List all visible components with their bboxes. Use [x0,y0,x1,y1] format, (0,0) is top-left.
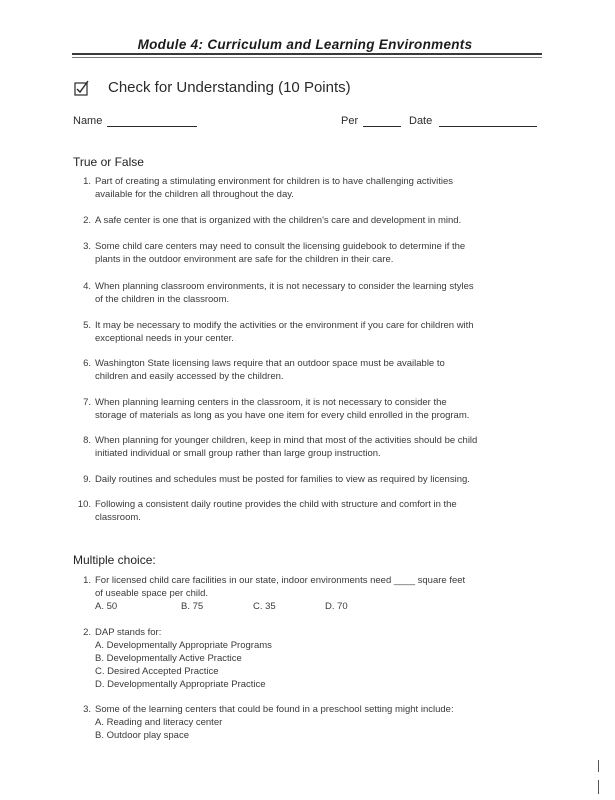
question-number: 1. [83,575,91,586]
scan-artifact [598,780,599,794]
item-number: 1. [83,176,91,187]
item-number: 10. [77,499,91,510]
item-text: storage of materials as long as you have one item for every child enrolled in the program. [95,410,470,421]
checkbox-check-icon [74,80,90,96]
item-number: 6. [83,358,91,369]
item-text: initiated individual or small group rather than large group instruction. [95,448,381,459]
item-number: 4. [83,281,91,292]
answer-option: B. Developmentally Active Practice [95,653,242,664]
multiple-choice-heading: Multiple choice: [73,553,156,567]
item-number: 5. [83,320,91,331]
date-label: Date [409,115,433,127]
header-rule [72,53,542,55]
check-for-understanding [74,79,351,96]
item-text: When planning classroom environments, it is not necessary to consider the learning styles [95,281,474,292]
item-text: When planning learning centers in the classroom, it is not necessary to consider the [95,397,447,408]
page-header [70,36,540,54]
scan-artifact [598,760,599,772]
answer-option: C. 35 [253,601,276,612]
true-false-heading: True or False [73,155,144,169]
item-text: of the children in the classroom. [95,294,230,305]
check-title: Check for Understanding (10 Points) [108,79,351,96]
answer-option: C. Desired Accepted Practice [95,666,219,677]
item-text: available for the children all throughout the day. [95,189,294,200]
per-field[interactable] [363,126,401,127]
question-text: DAP stands for: [95,627,162,638]
module-title: Module 4: Curriculum and Learning Environments [137,37,473,52]
item-text: Daily routines and schedules must be posted for families to view as required by licensing. [95,474,470,485]
item-text: Part of creating a stimulating environment for children is to have challenging activities [95,176,454,187]
answer-option: A. 50 [95,601,118,612]
question-text: Some of the learning centers that could be found in a preschool setting might include: [95,704,454,715]
item-number: 7. [83,397,91,408]
date-field[interactable] [439,126,537,127]
item-number: 2. [83,215,91,226]
answer-option: A. Reading and literacy center [95,717,223,728]
name-field[interactable] [107,126,197,127]
answer-option: D. Developmentally Appropriate Practice [95,679,266,690]
item-text: Some child care centers may need to consult the licensing guidebook to determine if the [95,241,466,252]
item-text: children and easily accessed by the children. [95,371,284,382]
question-text: For licensed child care facilities in our state, indoor environments need ____ square feet [95,575,466,586]
answer-option: A. Developmentally Appropriate Programs [95,640,272,651]
item-number: 8. [83,435,91,446]
item-text: A safe center is one that is organized with the children's care and development in mind. [95,215,462,226]
answer-option: D. 70 [325,601,348,612]
header-rule-thin [72,57,542,58]
item-text: When planning for younger children, keep in mind that most of the activities should be child [95,435,478,446]
item-text: Following a consistent daily routine provides the child with structure and comfort in the [95,499,457,510]
question-text: of useable space per child. [95,588,209,599]
question-number: 2. [83,627,91,638]
item-text: Washington State licensing laws require that an outdoor space must be available to [95,358,445,369]
item-text: It may be necessary to modify the activities or the environment if you care for children with [95,320,474,331]
item-number: 9. [83,474,91,485]
item-text: plants in the outdoor environment are safe for the children in their care. [95,254,394,265]
item-text: classroom. [95,512,141,523]
answer-option: B. Outdoor play space [95,730,189,741]
answer-options [95,600,543,613]
item-number: 3. [83,241,91,252]
question-number: 3. [83,704,91,715]
answer-option: B. 75 [181,601,204,612]
name-label: Name [73,115,103,127]
per-label: Per [341,115,359,127]
item-text: exceptional needs in your center. [95,333,234,344]
